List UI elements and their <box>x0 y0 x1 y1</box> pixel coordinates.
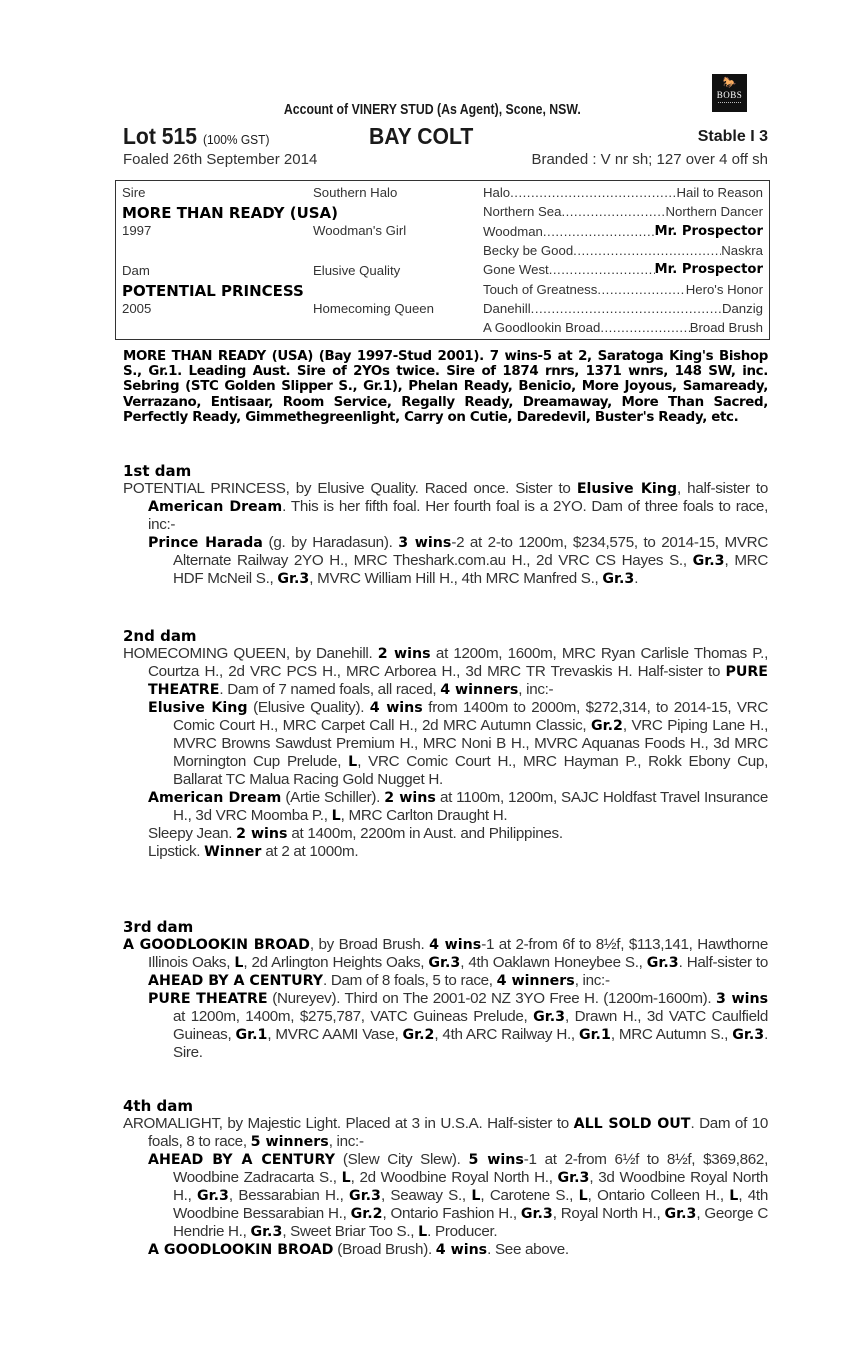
emphasis-text: Gr.1 <box>235 1027 268 1043</box>
progeny-entry <box>123 1151 768 1241</box>
dam-line-name: Danehill <box>483 300 531 316</box>
great-grandparent-row <box>483 185 763 200</box>
dam-description <box>123 936 768 990</box>
dam-description <box>123 645 768 699</box>
body-text: , VRC Piping Lane H., MVRC Browns Sawdust Premium H., MRC Noni B H., MVRC Aquanas Foods H., 3d MRC Mornington Cup Prelude, <box>173 717 769 770</box>
body-text: , 4th Oaklawn Honeybee S., <box>460 954 647 971</box>
emphasis-text: L <box>471 1188 481 1204</box>
emphasis-text: 3 wins <box>398 535 452 551</box>
body-text: , 4th Woodbine Bessarabian H., <box>173 1187 768 1222</box>
emphasis-text: 2 wins <box>377 646 431 662</box>
body-text: , inc:- <box>328 1133 364 1150</box>
body-text: HOMECOMING QUEEN, by Danehill. <box>123 645 378 662</box>
sire-dam: Woodman's Girl <box>313 223 407 238</box>
emphasis-text: AHEAD BY A CENTURY <box>148 973 324 989</box>
body-text: AROMALIGHT, by Majestic Light. Placed at 3 in U.S.A. Half-sister to <box>123 1115 574 1132</box>
progeny-entry <box>123 825 768 843</box>
emphasis-text: L <box>348 754 358 770</box>
emphasis-text: Gr.3 <box>428 955 461 971</box>
emphasis-text: 4 wins <box>369 700 423 716</box>
emphasis-text: Gr.3 <box>349 1188 381 1204</box>
body-text: , George C Hendrie H., <box>173 1205 768 1240</box>
gst-note: (100% GST) <box>202 132 270 147</box>
body-text: , Ontario Colleen H., <box>587 1187 730 1204</box>
body-text: (Artie Schiller). <box>281 789 385 806</box>
logo-name: BOBS <box>716 90 743 100</box>
body-text: (Broad Brush). <box>333 1241 436 1258</box>
emphasis-text: Gr.3 <box>692 553 725 569</box>
body-text: . Dam of 10 foals, 8 to race, <box>148 1115 768 1150</box>
leader-dots <box>543 224 655 239</box>
emphasis-text: Gr.2 <box>591 718 623 734</box>
sire-label: Sire <box>122 185 146 200</box>
body-text: Lipstick. <box>148 843 205 860</box>
emphasis-text: Gr.3 <box>646 955 679 971</box>
leader-dots <box>531 301 722 316</box>
emphasis-text: Gr.3 <box>277 571 310 587</box>
leader-dots <box>597 282 685 297</box>
emphasis-text: AHEAD BY A CENTURY <box>148 1152 335 1168</box>
dam-name: POTENTIAL PRINCESS <box>122 282 304 300</box>
foaling-info <box>123 151 768 168</box>
body-text: , MRC HDF McNeil S., <box>173 552 768 587</box>
emphasis-text: Gr.3 <box>197 1188 229 1204</box>
emphasis-text: 5 winners <box>250 1134 329 1150</box>
body-text: , 4th ARC Railway H., <box>434 1026 579 1043</box>
emphasis-text: Gr.3 <box>520 1206 553 1222</box>
emphasis-text: Gr.3 <box>602 571 635 587</box>
body-text: -2 at 2-to 1200m, $234,575, to 2014-15, MVRC Alternate Railway 2YO H., MRC Theshark.com.au H., 2d VRC CS Hayes S., <box>173 534 769 569</box>
body-text: . Dam of 7 named foals, all raced, <box>219 681 441 698</box>
dam-line-name: Gone West <box>483 262 549 278</box>
emphasis-text: Winner <box>204 844 262 860</box>
emphasis-text: L <box>234 955 244 971</box>
emphasis-text: Gr.1 <box>578 1027 611 1043</box>
emphasis-text: L <box>729 1188 739 1204</box>
body-text: at 1200m, 1400m, $275,787, VATC Guineas Prelude, <box>173 1008 534 1025</box>
dam-section <box>123 462 768 588</box>
sire-line-name: Naskra <box>721 242 763 258</box>
emphasis-text: A GOODLOOKIN BROAD <box>148 1242 334 1258</box>
emphasis-text: Gr.3 <box>250 1224 283 1240</box>
emphasis-text: 2 wins <box>236 826 288 842</box>
body-text: , Bessarabian H., <box>228 1187 350 1204</box>
body-text: (Slew City Slew). <box>334 1151 469 1168</box>
dam-line-name: Becky be Good <box>483 242 574 258</box>
emphasis-text: Gr.3 <box>664 1206 697 1222</box>
body-text: , MVRC William Hill H., 4th MRC Manfred S., <box>309 570 603 587</box>
body-text: . This is her fifth foal. Her fourth foal is a 2YO. Dam of three foals to race, inc:- <box>148 498 768 533</box>
sire-line-name: Hero's Honor <box>685 281 763 297</box>
body-text: . Producer. <box>427 1223 498 1240</box>
leader-dots <box>600 320 689 335</box>
emphasis-text: Gr.3 <box>732 1027 765 1043</box>
emphasis-text: Gr.3 <box>557 1170 590 1186</box>
dam-dam: Homecoming Queen <box>313 301 434 316</box>
foaled-date: Foaled 26th September 2014 <box>123 151 318 168</box>
body-text: -1 at 2-from 6f to 8½f, $113,141, Hawthorne Illinois Oaks, <box>148 936 768 971</box>
progeny-entry <box>123 843 768 861</box>
emphasis-text: 5 wins <box>468 1152 524 1168</box>
emphasis-text: L <box>578 1188 588 1204</box>
dam-section <box>123 627 768 861</box>
sire-line-name: Broad Brush <box>689 320 763 336</box>
body-text: (g. by Haradasun). <box>262 534 399 551</box>
progeny-entry <box>123 699 768 789</box>
body-text: at 1200m, 1600m, MRC Ryan Carlisle Thomas P., Courtza H., 2d VRC PCS H., MRC Arborea H., 3d MRC TR Trevaskis H. Half-sister to <box>148 645 768 680</box>
great-grandparent-row <box>483 262 763 277</box>
body-text: , Ontario Fashion H., <box>382 1205 521 1222</box>
body-text: (Elusive Quality). <box>247 699 370 716</box>
dam-line-name: Northern Sea <box>483 204 562 220</box>
section-heading: 3rd dam <box>123 918 194 936</box>
lot-header <box>123 123 768 149</box>
great-grandparent-row <box>483 243 763 258</box>
body-text: POTENTIAL PRINCESS, by Elusive Quality. Raced once. Sister to <box>123 480 577 497</box>
leader-dots <box>561 204 665 219</box>
body-text: , MVRC AAMI Vase, <box>267 1026 403 1043</box>
body-text: . Sire. <box>173 1026 769 1061</box>
body-text: at 1400m, 2200m in Aust. and Philippines. <box>287 825 563 842</box>
body-text: , MRC Autumn S., <box>610 1026 733 1043</box>
emphasis-text: Elusive King <box>148 700 248 716</box>
progeny-entry <box>123 990 768 1062</box>
great-grandparent-row <box>483 282 763 297</box>
brand-info: Branded : V nr sh; 127 over 4 off sh <box>531 151 768 168</box>
dam-year: 2005 <box>122 301 152 316</box>
sire-summary: MORE THAN READY (USA) (Bay 1997-Stud 2001). 7 wins-5 at 2, Saratoga King's Bishop S., Gr.1. Leading Aust. Sire of 2YOs twice. Sire of 1874 rnrs, 1371 wnrs, 148 SW, inc. Sebring (STC Golden Slipper S., Gr.1), Phelan Ready, Benicio, More Joyous, Samaready, Verrazano, Entisaar, Room Service, Regally Ready, Dreamaway, More Than Sacred, Perfectly Ready, Gimmethegreenlight, Carry on Cutie, Daredevil, Buster's Ready, etc. <box>123 349 768 425</box>
emphasis-text: Gr.2 <box>402 1027 435 1043</box>
emphasis-text: Gr.3 <box>533 1009 566 1025</box>
sire-line-name: Mr. Prospector <box>654 262 763 278</box>
lot-label: Lot 515 <box>123 123 198 149</box>
section-heading: 2nd dam <box>123 627 197 645</box>
body-text: . See above. <box>487 1241 569 1258</box>
dam-section <box>123 918 768 1062</box>
great-grandparent-row <box>483 204 763 219</box>
sire-line-name: Mr. Prospector <box>654 223 763 239</box>
stable-location: Stable I 3 <box>697 128 768 145</box>
dam-sire: Elusive Quality <box>313 263 401 278</box>
body-text: , by Broad Brush. <box>309 936 430 953</box>
vendor-account: Account of VINERY STUD (As Agent), Scone, NSW. <box>283 101 581 118</box>
emphasis-text: 4 wins <box>429 937 482 953</box>
emphasis-text: 4 winners <box>496 973 575 989</box>
emphasis-text: 3 wins <box>715 991 769 1007</box>
body-text: , half-sister to <box>677 480 769 497</box>
dam-label: Dam <box>122 263 150 278</box>
sire-year: 1997 <box>122 223 152 238</box>
body-text: . Half-sister to <box>678 954 768 971</box>
emphasis-text: Prince Harada <box>148 535 263 551</box>
body-text: , 2d Arlington Heights Oaks, <box>243 954 429 971</box>
body-text: Sleepy Jean. <box>148 825 237 842</box>
dam-line-name: Woodman <box>483 223 543 239</box>
sire-line-name: Danzig <box>721 300 763 316</box>
body-text: , Seaway S., <box>380 1187 472 1204</box>
sire-name: MORE THAN READY (USA) <box>122 204 339 222</box>
emphasis-text: Elusive King <box>576 481 678 497</box>
emphasis-text: L <box>331 808 341 824</box>
body-text: at 2 at 1000m. <box>261 843 359 860</box>
body-text: , Carotene S., <box>480 1187 579 1204</box>
emphasis-text: 4 winners <box>440 682 519 698</box>
leader-dots <box>549 262 655 277</box>
body-text: . Dam of 8 foals, 5 to race, <box>323 972 497 989</box>
body-text: , 2d Woodbine Royal North H., <box>350 1169 558 1186</box>
body-text: , MRC Carlton Draught H. <box>340 807 508 824</box>
emphasis-text: American Dream <box>148 790 282 806</box>
leader-dots <box>573 243 721 258</box>
sire-line-name: Northern Dancer <box>665 204 763 220</box>
dam-description <box>123 480 768 534</box>
emphasis-text: ALL SOLD OUT <box>573 1116 691 1132</box>
lot-number <box>123 123 269 150</box>
body-text: from 1400m to 2000m, $272,314, to 2014-15, VRC Comic Court H., MRC Carpet Call H., 2d MRC Autumn Classic, <box>173 699 768 734</box>
great-grandparent-row <box>483 224 763 239</box>
lot-title: BAY COLT <box>369 123 474 149</box>
emphasis-text: 4 wins <box>435 1242 488 1258</box>
emphasis-text: PURE THEATRE <box>148 991 268 1007</box>
dam-description <box>123 1115 768 1151</box>
body-text: at 1100m, 1200m, SAJC Holdfast Travel Insurance H., 3d VRC Moomba P., <box>173 789 768 824</box>
dam-line-name: A Goodlookin Broad <box>483 320 601 336</box>
body-text: (Nureyev). Third on The 2001-02 NZ 3YO Free H. (1200m-1600m). <box>267 990 716 1007</box>
dam-line-name: Halo <box>483 185 511 200</box>
body-text: , VRC Comic Court H., MRC Hayman P., Rokk Ebony Cup, Ballarat TC Malua Racing Gold Nugget H. <box>173 753 768 788</box>
section-heading: 1st dam <box>123 462 192 480</box>
sire-line-name: Hail to Reason <box>676 185 763 200</box>
emphasis-text: American Dream <box>148 499 283 515</box>
progeny-entry <box>123 1241 768 1259</box>
leader-dots <box>510 185 676 200</box>
emphasis-text: PURE THEATRE <box>148 664 768 698</box>
sire-sire: Southern Halo <box>313 185 398 200</box>
body-text: , Drawn H., 3d VATC Caulfield Guineas, <box>173 1008 768 1043</box>
horse-rider-icon: 🐎 <box>722 77 737 89</box>
emphasis-text: L <box>418 1224 428 1240</box>
body-text: , 3d Woodbine Royal North H., <box>173 1169 768 1204</box>
body-text: -1 at 2-from 6½f to 8½f, $369,862, Woodbine Zadracarta S., <box>173 1151 768 1186</box>
progeny-entry <box>123 534 768 588</box>
emphasis-text: A GOODLOOKIN BROAD <box>123 937 310 953</box>
body-text: , inc:- <box>574 972 610 989</box>
emphasis-text: L <box>341 1170 351 1186</box>
dam-line-name: Touch of Greatness <box>483 281 598 297</box>
emphasis-text: 2 wins <box>384 790 436 806</box>
body-text: , inc:- <box>518 681 554 698</box>
body-text: , Royal North H., <box>552 1205 665 1222</box>
progeny-entry <box>123 789 768 825</box>
dam-section <box>123 1097 768 1259</box>
body-text: , Sweet Briar Too S., <box>282 1223 419 1240</box>
great-grandparent-row <box>483 301 763 316</box>
body-text: . <box>634 570 639 587</box>
emphasis-text: Gr.2 <box>350 1206 383 1222</box>
pedigree-box <box>115 180 770 340</box>
section-heading: 4th dam <box>123 1097 193 1115</box>
great-grandparent-row <box>483 320 763 335</box>
